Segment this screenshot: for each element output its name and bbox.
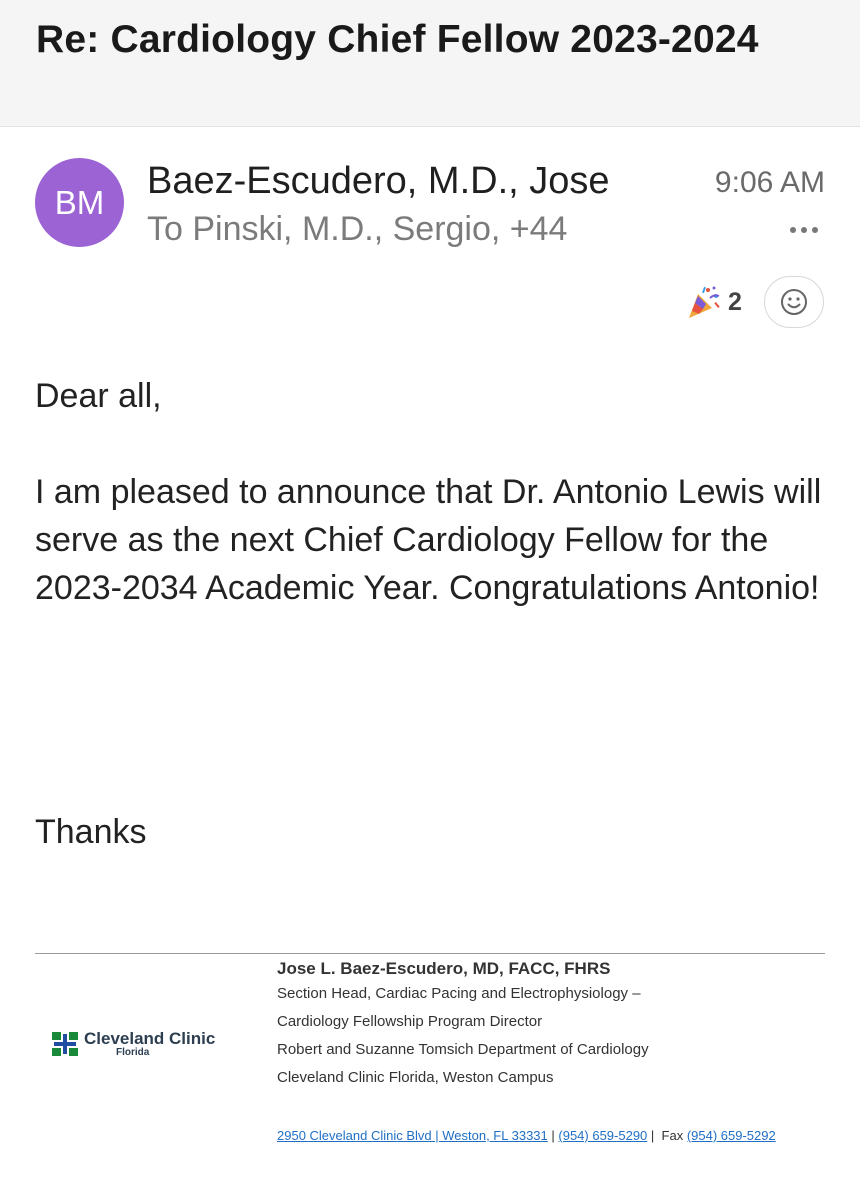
reaction-party[interactable] [686, 284, 742, 320]
cleveland-clinic-logo [52, 1030, 215, 1058]
signature-department-line: Robert and Suzanne Tomsich Department of Cardiology [277, 1041, 649, 1058]
signature-title-line: Section Head, Cardiac Pacing and Electrophysiology – [277, 985, 641, 1002]
signature-block [277, 958, 649, 1092]
cleveland-clinic-logo-icon [52, 1032, 78, 1056]
subject-bar [0, 0, 860, 127]
body-greeting: Dear all, [35, 377, 162, 415]
recipients-line[interactable]: To Pinski, M.D., Sergio, +44 [147, 210, 568, 248]
email-time: 9:06 AM [714, 166, 825, 199]
body-closing: Thanks [35, 813, 147, 851]
sender-avatar[interactable]: BM [35, 158, 124, 247]
address-link[interactable]: 2950 Cleveland Clinic Blvd | Weston, FL 33331 [277, 1128, 548, 1143]
email-subject: Re: Cardiology Chief Fellow 2023-2024 [36, 18, 759, 61]
signature-name: Jose L. Baez-Escudero, MD, FACC, FHRS [277, 959, 611, 978]
more-horizontal-icon [788, 214, 820, 246]
phone-link[interactable]: (954) 659-5290 [558, 1128, 648, 1143]
logo-subtitle: Florida [116, 1047, 150, 1058]
smiley-icon [780, 288, 808, 316]
separator: | [650, 1128, 662, 1143]
logo-name: Cleveland Clinic [84, 1029, 216, 1048]
body-paragraph: I am pleased to announce that Dr. Antonio Lewis will serve as the next Chief Cardiology Fellow for the 2023-2034 Academic Year. Congratulations Antonio! [35, 473, 822, 607]
signature-campus-line: Cleveland Clinic Florida, Weston Campus [277, 1069, 554, 1086]
reaction-count: 2 [728, 287, 742, 316]
sender-name[interactable]: Baez-Escudero, M.D., Jose [147, 160, 610, 202]
signature-divider [35, 953, 825, 954]
party-popper-icon [686, 284, 722, 320]
fax-label: Fax [661, 1128, 684, 1143]
signature-title-line: Cardiology Fellowship Program Director [277, 1013, 543, 1030]
fax-link[interactable]: (954) 659-5292 [686, 1128, 776, 1143]
add-reaction-button[interactable] [764, 276, 824, 328]
more-options-button[interactable] [788, 214, 820, 246]
signature-contact-line [277, 1128, 776, 1143]
separator: | [551, 1128, 559, 1143]
